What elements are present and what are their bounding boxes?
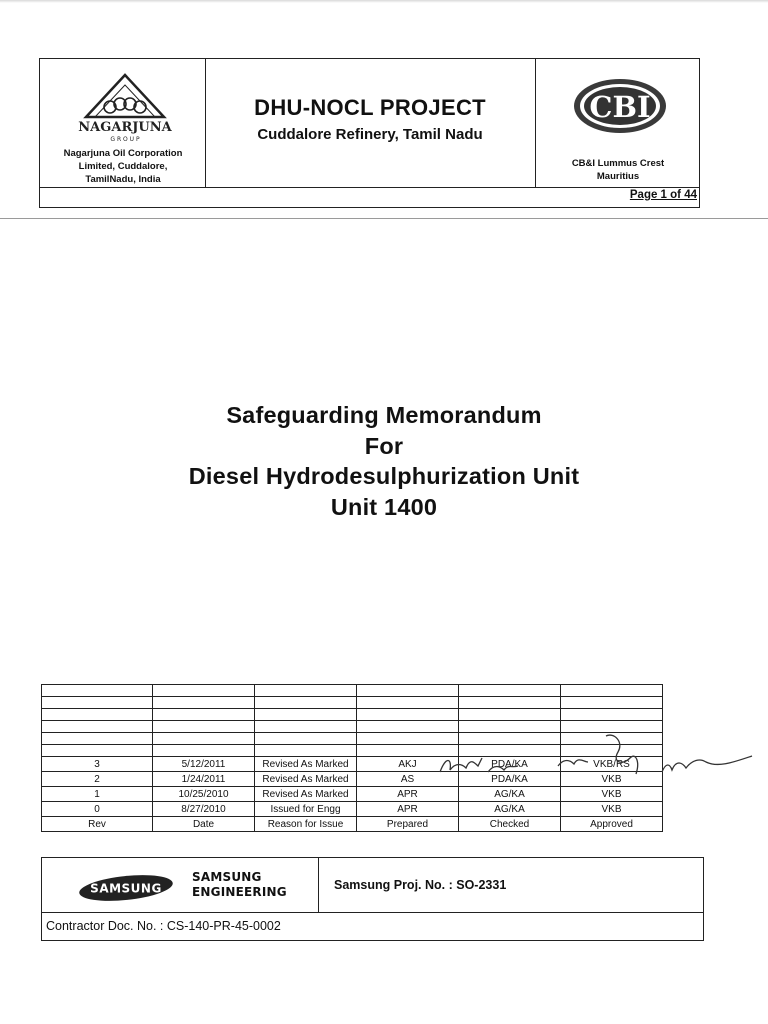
samsung-engineering-name bbox=[192, 870, 287, 900]
table-cell: AS bbox=[357, 772, 459, 787]
nagarjuna-logo-subtext: G R O U P bbox=[110, 136, 140, 143]
contractor-address bbox=[536, 157, 700, 183]
document-header bbox=[39, 58, 700, 208]
table-cell: Revised As Marked bbox=[255, 787, 357, 802]
table-cell: APR bbox=[357, 802, 459, 817]
table-cell: VKB/RS bbox=[561, 757, 663, 772]
table-row bbox=[42, 757, 663, 772]
samsung-logo bbox=[78, 874, 174, 902]
nagarjuna-logo bbox=[70, 71, 180, 145]
scan-line bbox=[0, 218, 768, 219]
table-cell: PDA/KA bbox=[459, 757, 561, 772]
samsung-logo-text: SAMSUNG bbox=[90, 881, 162, 896]
project-subtitle: Cuddalore Refinery, Tamil Nadu bbox=[257, 126, 483, 143]
table-cell: VKB bbox=[561, 802, 663, 817]
table-cell: 1 bbox=[42, 787, 153, 802]
client-cell bbox=[40, 59, 206, 187]
table-cell: Revised As Marked bbox=[255, 772, 357, 787]
table-row bbox=[42, 721, 663, 733]
table-cell: 0 bbox=[42, 802, 153, 817]
scan-edge bbox=[0, 0, 768, 3]
table-cell: VKB bbox=[561, 772, 663, 787]
client-line: TamilNadu, India bbox=[85, 174, 161, 185]
table-cell: PDA/KA bbox=[459, 772, 561, 787]
contractor-doc-row bbox=[42, 912, 703, 940]
cbi-logo bbox=[572, 77, 668, 135]
table-cell: AG/KA bbox=[459, 802, 561, 817]
contractor-line: CB&I Lummus Crest bbox=[571, 158, 665, 169]
page-row bbox=[40, 187, 699, 207]
table-row bbox=[42, 745, 663, 757]
table-row bbox=[42, 709, 663, 721]
client-line: Nagarjuna Oil Corporation bbox=[63, 148, 183, 159]
nagarjuna-logo-text: NAGARJUNA bbox=[78, 120, 172, 135]
table-cell: 1/24/2011 bbox=[153, 772, 255, 787]
client-address bbox=[44, 147, 202, 186]
samsung-project-number: Samsung Proj. No. : SO-2331 bbox=[334, 878, 507, 892]
revision-table bbox=[41, 684, 663, 832]
table-cell: Revised As Marked bbox=[255, 757, 357, 772]
table-row bbox=[42, 787, 663, 802]
contractor-cell bbox=[535, 59, 700, 187]
page-indicator: Page 1 of 44 bbox=[629, 189, 697, 201]
contractor-line: Mauritius bbox=[596, 171, 640, 182]
contractor-doc-number: Contractor Doc. No. : CS-140-PR-45-0002 bbox=[46, 919, 281, 933]
table-cell: APR bbox=[357, 787, 459, 802]
samsung-name-line: ENGINEERING bbox=[192, 885, 287, 899]
table-row bbox=[42, 733, 663, 745]
table-header: Checked bbox=[459, 817, 561, 832]
table-header: Rev bbox=[42, 817, 153, 832]
table-header: Approved bbox=[561, 817, 663, 832]
table-cell: 3 bbox=[42, 757, 153, 772]
table-cell: 10/25/2010 bbox=[153, 787, 255, 802]
table-cell: 8/27/2010 bbox=[153, 802, 255, 817]
table-cell: Issued for Engg bbox=[255, 802, 357, 817]
table-cell: 5/12/2011 bbox=[153, 757, 255, 772]
document-title-line3: Diesel Hydrodesulphurization Unit bbox=[188, 463, 580, 489]
table-cell: VKB bbox=[561, 787, 663, 802]
cbi-logo-text: CBI bbox=[589, 90, 651, 124]
project-title: DHU-NOCL PROJECT bbox=[254, 95, 486, 120]
samsung-name-line: SAMSUNG bbox=[192, 870, 262, 884]
table-row bbox=[42, 802, 663, 817]
table-header: Reason for Issue bbox=[255, 817, 357, 832]
table-cell: AKJ bbox=[357, 757, 459, 772]
table-header: Date bbox=[153, 817, 255, 832]
table-row bbox=[42, 697, 663, 709]
table-row bbox=[42, 772, 663, 787]
samsung-cell bbox=[42, 858, 319, 912]
document-title-line2: For bbox=[364, 433, 404, 459]
table-row bbox=[42, 685, 663, 697]
client-line: Limited, Cuddalore, bbox=[78, 161, 168, 172]
document-title-line1: Safeguarding Memorandum bbox=[226, 402, 542, 428]
table-header: Prepared bbox=[357, 817, 459, 832]
document-title-line4: Unit 1400 bbox=[330, 494, 438, 520]
contractor-footer bbox=[41, 857, 704, 941]
table-cell: 2 bbox=[42, 772, 153, 787]
table-cell: AG/KA bbox=[459, 787, 561, 802]
table-header-row bbox=[42, 817, 663, 832]
